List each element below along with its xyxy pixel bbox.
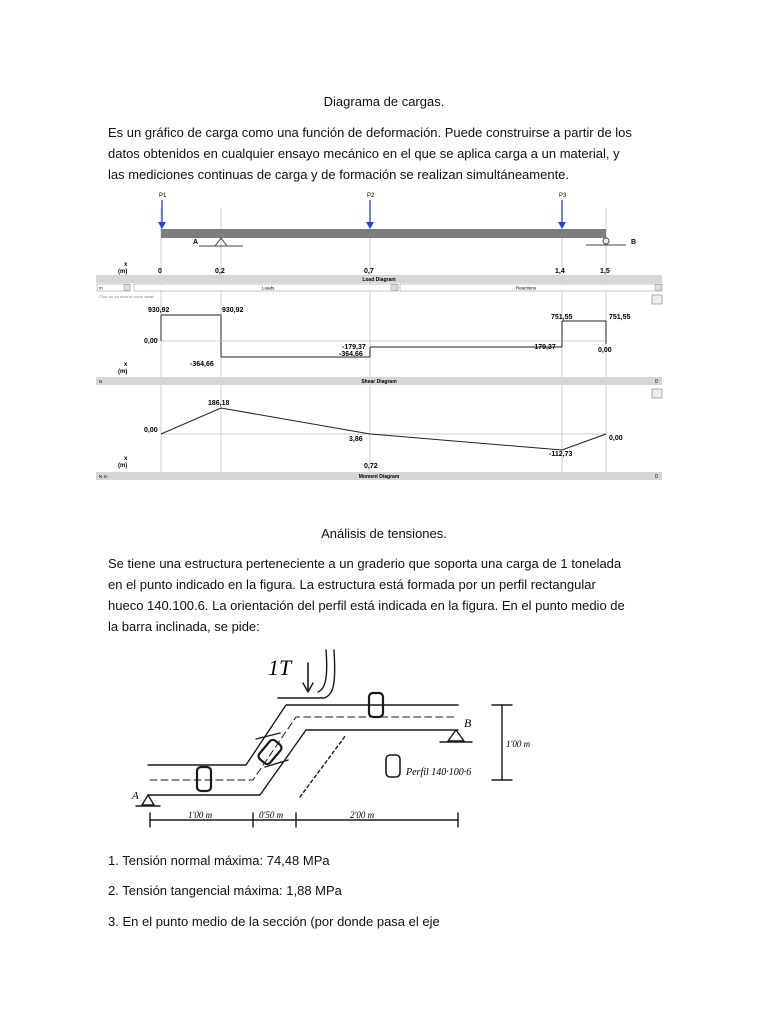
shear-label: -179,37 [342,344,366,351]
load-arrows [158,193,567,229]
load-toolbar-controls [97,284,662,304]
x-axis-label: x [124,456,128,462]
paragraph-line: Es un gráfico de carga como una función de deformación. Puede construirse a partir de los [108,125,632,140]
shear-label: -364,66 [190,361,214,368]
x-unit-label: (m) [118,463,128,469]
dimension-label-2: 0'50 m [259,810,284,820]
structure-sketch [128,645,548,840]
beam-diagram-figure [96,188,666,486]
moment-unit-select[interactable]: N·m [99,474,108,479]
svg-text:Reactions: Reactions [516,285,537,291]
section-title-load-diagram: Diagrama de cargas. [323,94,445,109]
load-diagram-title: Load Diagram [362,277,396,283]
moment-label: 0,00 [144,427,158,434]
support-a-label: A [132,790,139,802]
x-tick-labels [158,268,610,275]
x-tick: 1,5 [600,268,610,275]
section-title-stress-analysis: Análisis de tensiones. [321,526,447,541]
paragraph-line: Se tiene una estructura perteneciente a un graderio que soporta una carga de 1 tonelada [108,556,622,571]
shear-label: 0,00 [598,347,612,354]
load-label-p3: P3 [559,193,567,199]
support-b-label: B [464,716,472,730]
problem-paragraph [108,553,668,637]
support-a [193,238,243,246]
paragraph-line: en el punto indicado en la figura. La estructura está formada por un perfil rectangular [108,577,596,592]
shear-label: 930,92 [222,307,244,314]
support-b-shape [448,730,464,741]
x-tick: 0,2 [215,268,225,275]
moment-label: -112,73 [549,451,573,458]
profile-label: Perfil 140·100·6 [406,767,472,778]
shear-unit-select[interactable]: N [99,379,103,384]
support-a-shape [142,795,154,805]
moment-x-tick: 0,72 [364,463,378,470]
question-item: 3. En el punto medio de la sección (por donde pasa el eje [108,914,440,929]
shear-label: 751,55 [609,314,631,321]
shear-label: 751,55 [551,314,573,321]
toolbar-hint: Click on an area to move detail [99,294,154,299]
question-item: 1. Tensión normal máxima: 74,48 MPa [108,853,330,868]
shear-label: -364,66 [339,351,363,358]
shear-diagram-title: Shear Diagram [361,379,397,385]
grid-lines [161,208,606,473]
moment-label: 3,86 [349,436,363,443]
load-label-p1: P1 [159,193,167,199]
beam [161,229,606,238]
member-bottom-edge [148,730,458,795]
x-axis-label: x [124,362,128,368]
x-unit-label: (m) [118,369,128,375]
moment-bar-value: 0 [655,474,658,480]
svg-text:Loads: Loads [262,285,275,291]
shear-bar-value: 0 [655,379,658,385]
support-a-label: A [193,239,199,246]
support-b [586,238,636,246]
dimension-label-3: 2'00 m [350,810,375,820]
moment-label: 0,00 [609,435,623,442]
moment-label: 186,18 [208,400,230,407]
diagram-tool-button[interactable] [652,295,662,304]
load-label: 1T [268,655,292,680]
question-item: 2. Tensión tangencial máxima: 1,88 MPa [108,883,342,898]
paragraph-line: datos obtenidos en cualquier ensayo mecánico en el que se aplica carga a un material, y [108,146,620,161]
paragraph-line: la barra inclinada, se pide: [108,619,260,634]
shear-label: 0,00 [144,338,158,345]
diagram-tool-button[interactable] [652,389,662,398]
load-label-p2: P2 [367,193,375,199]
profile-icon [386,755,400,777]
load-bracket-inner [318,650,327,692]
shear-value-labels [144,307,631,368]
paragraph-line: hueco 140.100.6. La orientación del perfil está indicada en la figura. En el punto medio de [108,598,625,613]
x-unit-label: (m) [118,269,128,275]
paragraph-line: las mediciones continuas de carga y de formación se realizan simultáneamente. [108,167,570,182]
x-tick: 0 [158,268,162,275]
x-axis-label: x [124,262,128,268]
moment-diagram-line [161,408,606,450]
x-tick: 1,4 [555,268,565,275]
height-label: 1'00 m [506,739,531,749]
support-b-label: B [631,239,637,246]
svg-text:m: m [99,285,103,291]
moment-diagram-title: Moment Diagram [358,474,400,480]
shear-label: 930,92 [148,307,170,314]
section-symbol [197,767,211,791]
x-tick: 0,7 [364,268,374,275]
shear-label: -179,37 [532,344,556,351]
intro-paragraph [108,122,668,185]
dimension-label-1: 1'00 m [188,810,213,820]
